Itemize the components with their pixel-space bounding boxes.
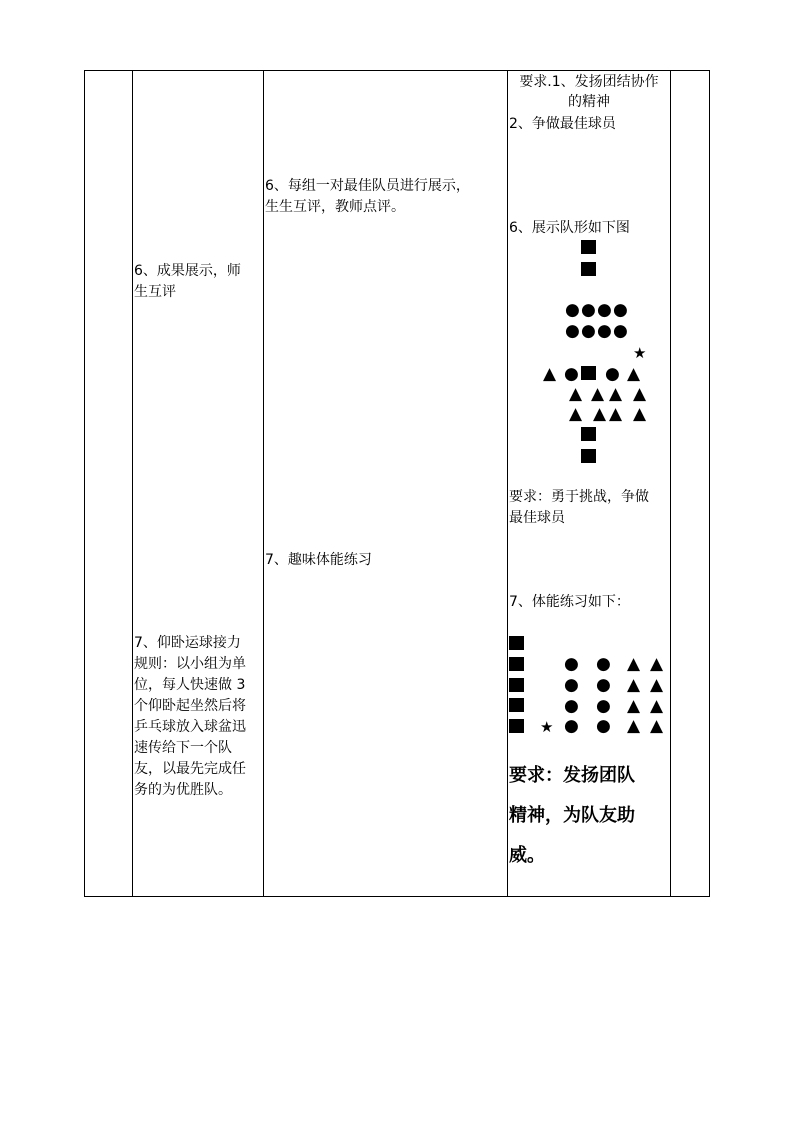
- triangle-marker: ▲: [627, 716, 641, 736]
- triangle-marker: ▲: [543, 364, 557, 384]
- table-left-border: [84, 70, 85, 897]
- circle-marker: ●: [596, 716, 611, 736]
- requirement-1-line-2: 的精神: [568, 94, 610, 110]
- square-marker: [509, 678, 524, 692]
- activity-item-6: 6、每组一对最佳队员进行展示， 生生互评，教师点评。: [265, 178, 470, 215]
- triangle-marker: ▲: [609, 384, 623, 404]
- circle-marker: ●: [565, 321, 580, 341]
- column-divider-2: [263, 70, 264, 897]
- circle-marker: ●: [596, 675, 611, 695]
- triangle-marker: ▲: [633, 384, 647, 404]
- square-marker: [509, 719, 524, 733]
- column-divider-4: [670, 70, 671, 897]
- triangle-marker: ▲: [627, 696, 641, 716]
- column-divider-3: [507, 70, 508, 897]
- requirement-2: 要求：勇于挑战，争做 最佳球员: [509, 489, 649, 526]
- square-marker: [509, 657, 524, 671]
- circle-marker: ●: [564, 364, 579, 384]
- circle-marker: ●: [565, 300, 580, 320]
- circle-marker: ●: [564, 675, 579, 695]
- table-top-border: [84, 70, 710, 71]
- circle-marker: ●: [581, 300, 596, 320]
- square-marker: [509, 698, 524, 712]
- circle-marker: ●: [564, 654, 579, 674]
- circle-marker: ●: [596, 696, 611, 716]
- square-marker: [581, 449, 596, 463]
- star-marker: ★: [633, 344, 647, 362]
- square-marker: [581, 240, 596, 254]
- table-right-border: [709, 70, 710, 897]
- circle-marker: ●: [605, 364, 620, 384]
- triangle-marker: ▲: [593, 404, 607, 424]
- triangle-marker: ▲: [569, 404, 583, 424]
- triangle-marker: ▲: [650, 675, 664, 695]
- circle-marker: ●: [564, 716, 579, 736]
- triangle-marker: ▲: [650, 716, 664, 736]
- circle-marker: ●: [581, 321, 596, 341]
- triangle-marker: ▲: [569, 384, 583, 404]
- table-bottom-border: [84, 896, 710, 897]
- square-marker: [581, 427, 596, 441]
- requirement-3: 要求：发扬团队 精神，为队友助 威。: [509, 765, 635, 866]
- circle-marker: ●: [613, 321, 628, 341]
- square-marker: [509, 636, 524, 650]
- triangle-marker: ▲: [627, 364, 641, 384]
- column-divider-1: [132, 70, 133, 897]
- triangle-marker: ▲: [650, 696, 664, 716]
- activity-item-7: 7、趣味体能练习: [265, 552, 372, 568]
- requirement-1-line-1: 要求.1、发扬团结协作: [519, 74, 659, 90]
- requirement-1-line-3: 2、争做最佳球员: [509, 116, 616, 132]
- circle-marker: ●: [597, 300, 612, 320]
- triangle-marker: ▲: [609, 404, 623, 424]
- circle-marker: ●: [613, 300, 628, 320]
- content-item-7: 7、仰卧运球接力 规则：以小组为单 位，每人快速做 3 个仰卧起坐然后将 乒乓球放入球盆迅 速传给下一个队 友，以最先完成任 务的为优胜队。: [134, 635, 246, 798]
- formation-title: 6、展示队形如下图: [509, 220, 630, 236]
- triangle-marker: ▲: [627, 654, 641, 674]
- practice-title: 7、体能练习如下：: [509, 594, 630, 610]
- circle-marker: ●: [597, 321, 612, 341]
- content-item-6: 6、成果展示，师 生互评: [134, 263, 241, 300]
- square-marker: [581, 262, 596, 276]
- triangle-marker: ▲: [633, 404, 647, 424]
- circle-marker: ●: [564, 696, 579, 716]
- triangle-marker: ▲: [650, 654, 664, 674]
- square-marker: [581, 366, 596, 380]
- circle-marker: ●: [596, 654, 611, 674]
- triangle-marker: ▲: [591, 384, 605, 404]
- triangle-marker: ▲: [627, 675, 641, 695]
- star-marker: ★: [540, 718, 554, 736]
